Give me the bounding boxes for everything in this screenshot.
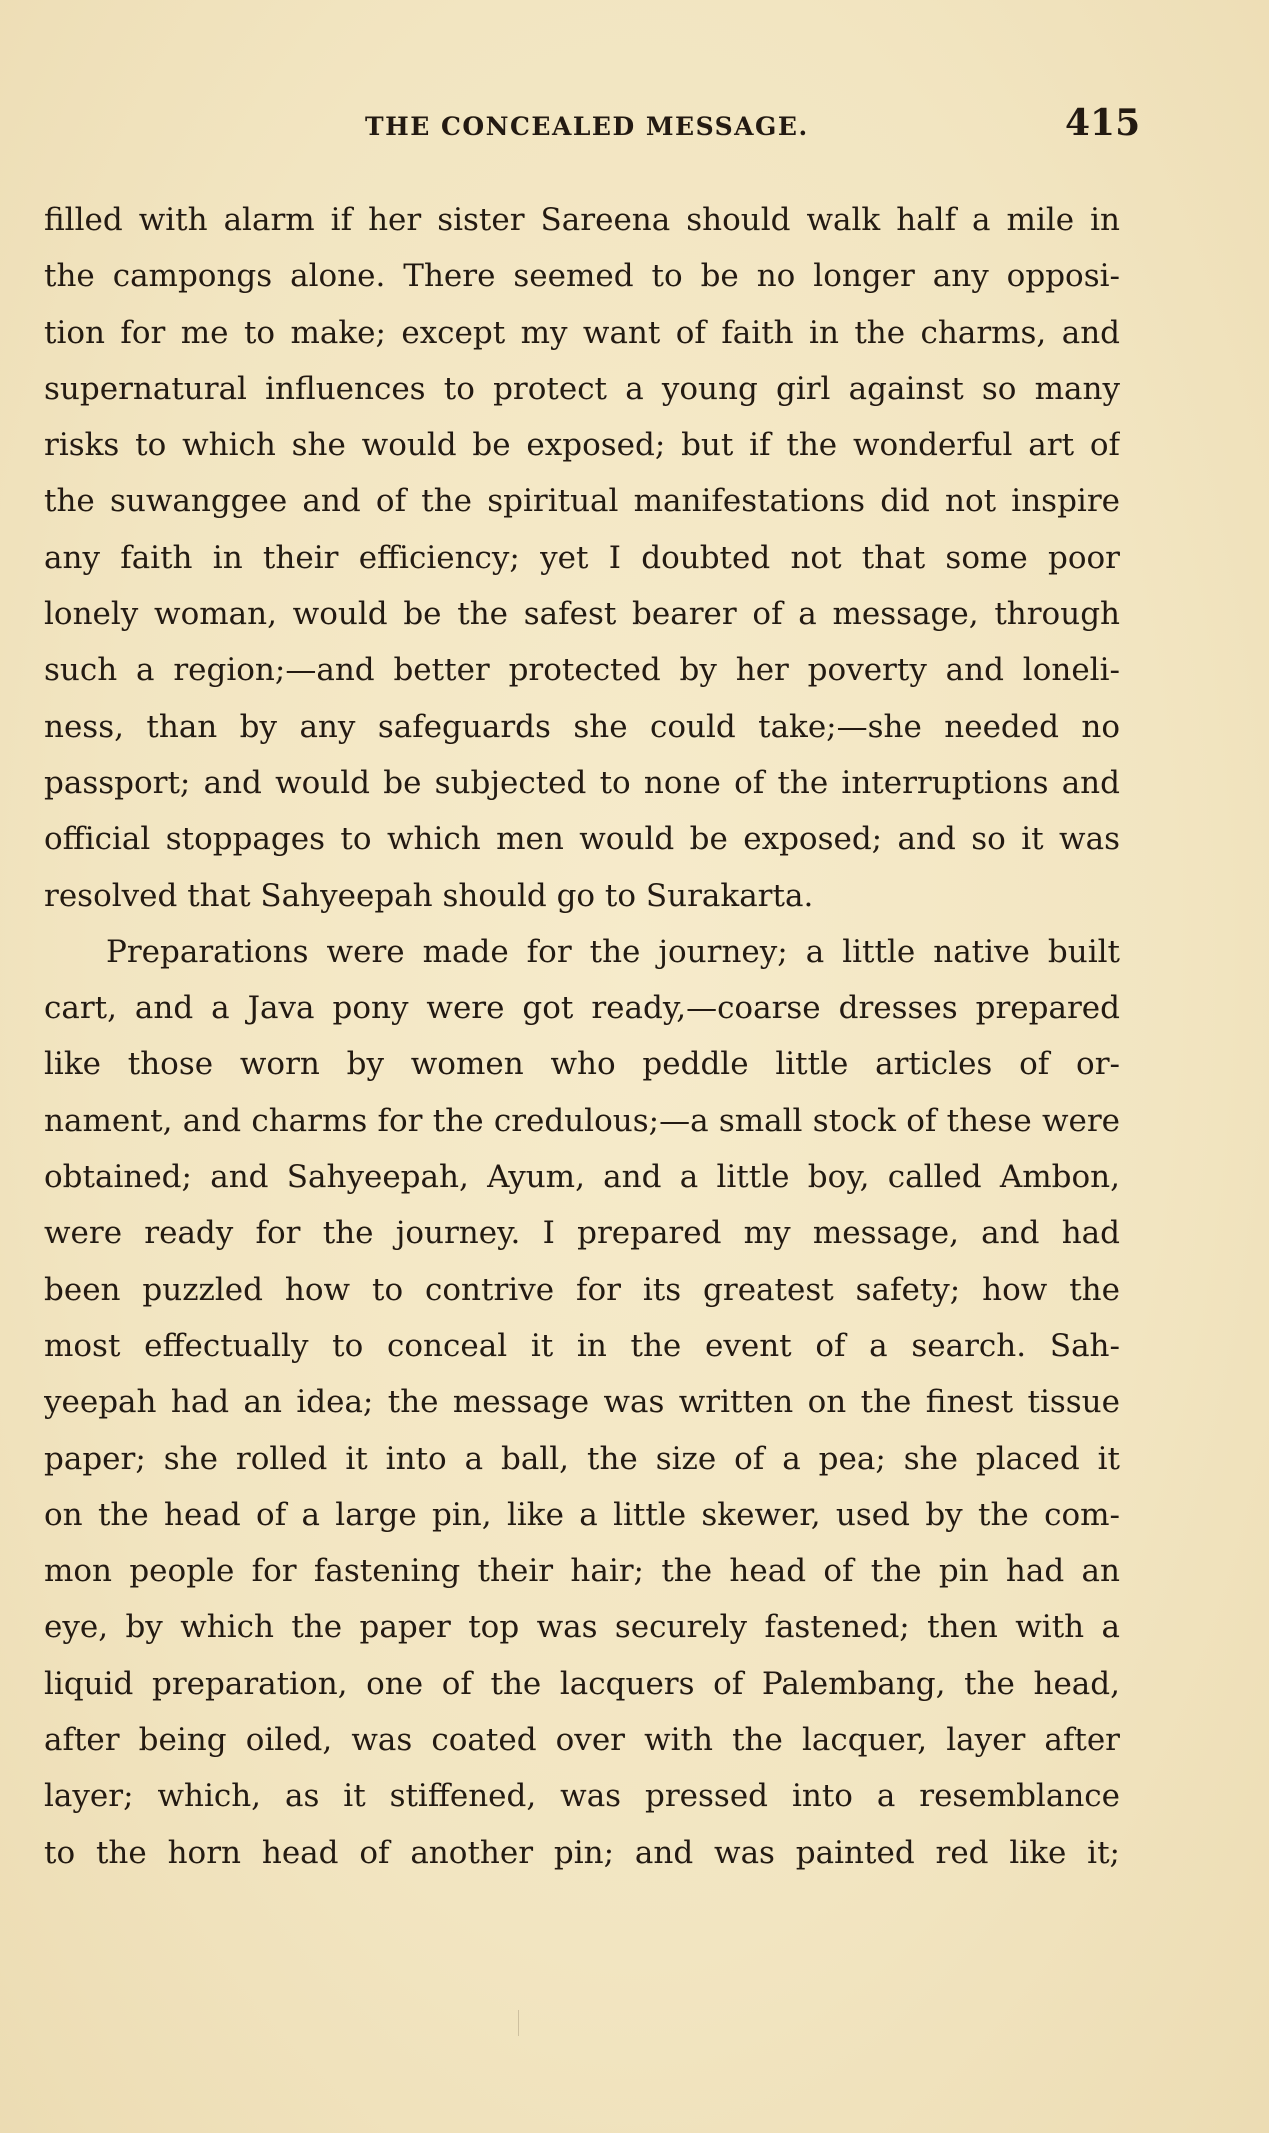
- text-line: risks to which she would be exposed; but if the wonderful art of: [44, 427, 1120, 464]
- text-line: on the head of a large pin, like a little skewer, used by the com-: [44, 1496, 1120, 1533]
- text-line: to the horn head of another pin; and was painted red like it;: [44, 1834, 1120, 1871]
- text-line: filled with alarm if her sister Sareena should walk half a mile in: [44, 202, 1120, 238]
- text-line: paper; she rolled it into a ball, the size of a pea; she placed it: [44, 1440, 1120, 1477]
- text-line: liquid preparation, one of the lacquers of Palembang, the head,: [44, 1665, 1120, 1702]
- text-line: tion for me to make; except my want of faith in the charms, and: [44, 314, 1120, 351]
- text-line: layer; which, as it stiffened, was pressed into a resemblance: [44, 1778, 1120, 1815]
- text-line: ness, than by any safeguards she could take;—she needed no: [44, 708, 1120, 745]
- text-line: eye, by which the paper top was securely fastened; then with a: [44, 1609, 1120, 1646]
- text-line: mon people for fastening their hair; the head of the pin had an: [44, 1553, 1120, 1590]
- text-line: Preparations were made for the journey; a little native built: [106, 933, 1120, 970]
- body-text: [44, 192, 1120, 1881]
- running-title: THE CONCEALED MESSAGE.: [365, 112, 809, 141]
- text-line: lonely woman, would be the safest bearer of a message, through: [44, 596, 1120, 633]
- text-line: passport; and would be subjected to none of the interruptions and: [44, 764, 1120, 801]
- text-line: such a region;—and better protected by her poverty and loneli-: [44, 652, 1120, 689]
- text-line: obtained; and Sahyeepah, Ayum, and a little boy, called Ambon,: [44, 1159, 1120, 1196]
- running-head: [0, 100, 1269, 150]
- text-line: cart, and a Java pony were got ready,—coarse dresses prepared: [44, 990, 1120, 1027]
- text-line: like those worn by women who peddle little articles of or-: [44, 1046, 1120, 1083]
- text-line: were ready for the journey. I prepared my message, and had: [44, 1215, 1120, 1252]
- text-line: nament, and charms for the credulous;—a small stock of these were: [44, 1102, 1120, 1139]
- text-line: been puzzled how to contrive for its greatest safety; how the: [44, 1271, 1120, 1308]
- text-line: after being oiled, was coated over with the lacquer, layer after: [44, 1722, 1120, 1759]
- text-line: yeepah had an idea; the message was written on the finest tissue: [44, 1384, 1120, 1421]
- text-line: official stoppages to which men would be exposed; and so it was: [44, 821, 1120, 858]
- text-line: the suwanggee and of the spiritual manifestations did not inspire: [44, 483, 1120, 520]
- text-line: most effectually to conceal it in the event of a search. Sah-: [44, 1327, 1120, 1364]
- text-line: any faith in their efficiency; yet I doubted not that some poor: [44, 539, 1120, 576]
- text-line: supernatural influences to protect a young girl against so many: [44, 370, 1120, 407]
- page-number: 415: [1065, 102, 1141, 144]
- paper-mark: [518, 2010, 519, 2036]
- text-line: the campongs alone. There seemed to be no longer any opposi-: [44, 258, 1120, 295]
- text-line: resolved that Sahyeepah should go to Surakarta.: [44, 877, 814, 914]
